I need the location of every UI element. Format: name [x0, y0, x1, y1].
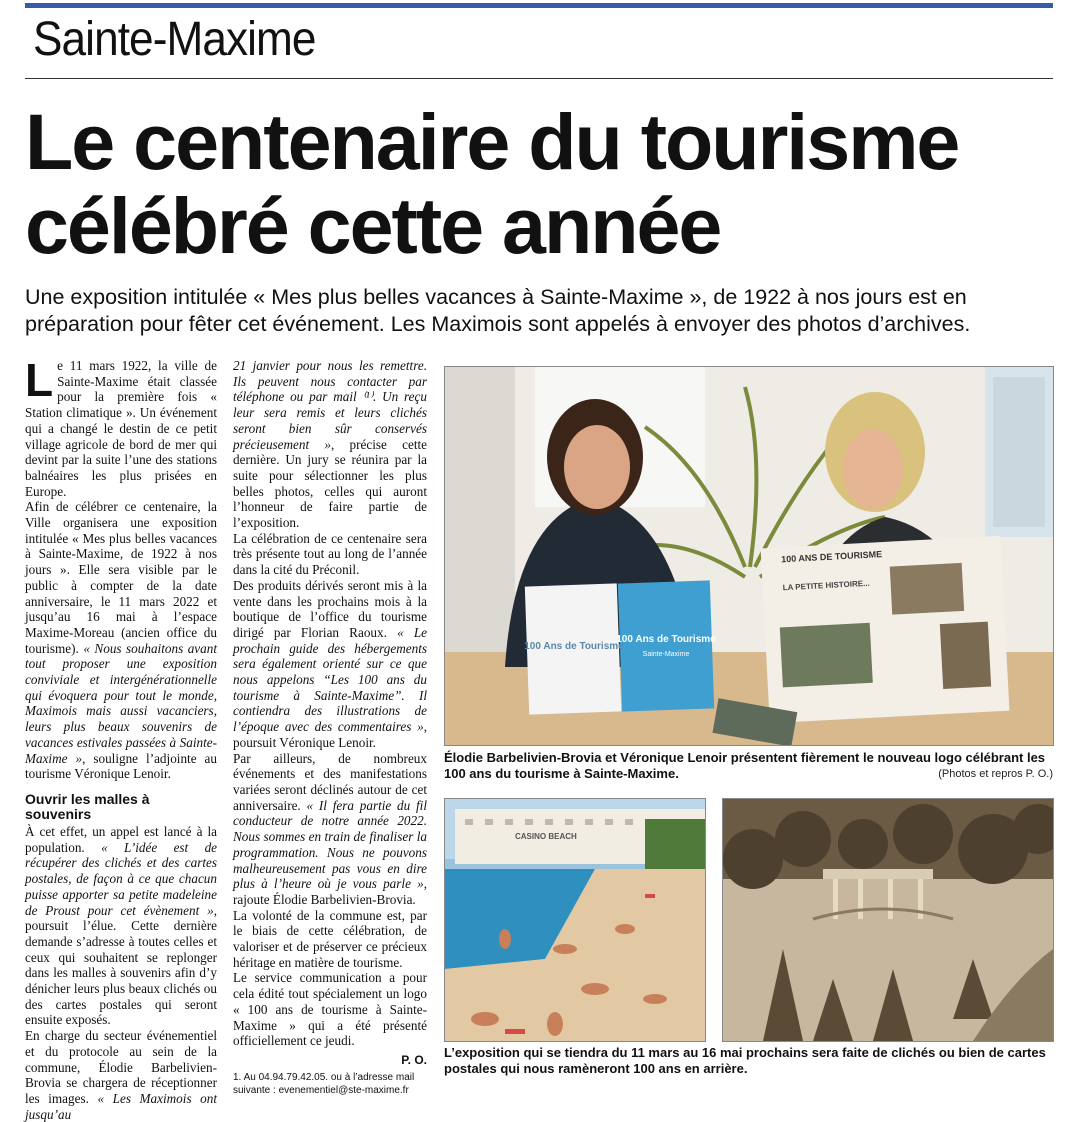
- headline-line-1: Le centenaire du tourisme: [25, 97, 959, 186]
- standfirst: Une exposition intitulée « Mes plus belles vacances à Sainte-Maxime », de 1922 à nos jours est en préparation pour fêter cet événement. Les Maximois sont appelés à envoyer des photos d’archives.: [25, 285, 971, 336]
- beach-archive-photo: [444, 798, 706, 1042]
- quote-text: « Le prochain guide des hébergements sera également orienté sur ce que nous appelons “Les 100 ans du tourisme à Sainte-Maxime”. Il contiendra des illustrations de l’époque avec des commentaires »: [233, 624, 428, 735]
- quote-text: « Les Maximois ont jusqu’au: [25, 1090, 218, 1122]
- article-paragraph: La volonté de la commune est, par le biais de cette célébration, de valoriser et de préserver ce précieux héritage en matière de tourisme.: [233, 907, 427, 970]
- section-title: Sainte-Maxime: [33, 13, 316, 66]
- article-paragraph: [233, 358, 427, 531]
- section-rule: [25, 78, 1053, 79]
- top-accent-bar: [25, 3, 1053, 8]
- paragraph-text: Des produits dérivés seront mis à la vente dans les prochains mois à la boutique de l’office du tourisme dirigé par Florian Raoux.: [233, 577, 427, 640]
- logo-subtitle: Sainte-Maxime: [642, 651, 690, 658]
- article-subhead: Ouvrir les malles à souvenirs: [25, 790, 150, 822]
- article-paragraph: [233, 578, 427, 751]
- postcard-illustration: [723, 799, 1053, 1041]
- paragraph-text: , précise cette dernière. Un jury se réunira par la suite pour sélectionner les plus belles photos, celles qui auront l’honneur de faire partie de l’exposition.: [233, 436, 427, 531]
- article-paragraph: [25, 354, 217, 499]
- main-photo-illustration: [445, 367, 1053, 745]
- article-paragraph: La célébration de ce centenaire sera très présente tout au long de l’année dans la cité du Préconil.: [233, 530, 427, 578]
- photo-credit: (Photos et repros P. O.): [938, 768, 1053, 780]
- paragraph-text: , poursuit l’élue. Cette dernière demande s’adresse à toutes celles et ceux qui souhaitent se replonger dans les malles à souvenirs afin d’y dénicher leurs plus beaux clichés ou des cartes postales qui seront ensuite exposés.: [25, 902, 217, 1028]
- article-paragraph: [25, 1028, 217, 1122]
- article-paragraph: [25, 499, 217, 782]
- archive-photos-caption: L’exposition qui se tiendra du 11 mars au 16 mai prochains sera faite de clichés ou bien de cartes postales qui nous ramèneront 100 ans en arrière.: [444, 1045, 1046, 1076]
- paragraph-text: , rajoute Élodie Barbelivien-Brovia.: [233, 876, 427, 907]
- quote-text: « L’idée est de récupérer des clichés et des cartes postales, de façon à ce que chacun puisse apporter sa petite madeleine de Proust pour cet évènement »: [25, 839, 218, 918]
- logo-text-left: 100 Ans de Tourisme: [524, 641, 624, 652]
- paragraph-text: Afin de célébrer ce centenaire, la Ville organisera une exposition intitulée « Mes plus belles vacances à Sainte-Maxime, de 1922 à nos jours ». Elle sera visible par le public à compter de la date anniversaire, le 11 mars 2022 et jusqu’au 16 mai à l’espace Maxime-Moreau (ancien office du tourisme).: [25, 499, 217, 656]
- paragraph-text: En charge du secteur événementiel et du protocole au sein de la commune, Élodie Barbelivien-Brovia se chargera de réceptionner les images.: [25, 1028, 217, 1106]
- casino-sign: CASINO BEACH: [515, 832, 577, 841]
- beach-photo-illustration: [445, 799, 705, 1041]
- paragraph-text: , poursuit Véronique Lenoir.: [233, 719, 427, 750]
- logo-text-right: 100 Ans de Tourisme: [616, 634, 716, 645]
- article-paragraph: Le service communication a pour cela édité tout spécialement un logo « 100 ans de tourisme à Sainte-Maxime » qui a été présenté officiellement ce jeudi.: [233, 970, 427, 1049]
- paragraph-text: e 11 mars 1922, la ville de Sainte-Maxime était classée pour la première fois « Station climatique ». Un événement qui a changé le destin de ce petit village agricole de bord de mer qui devint par la suite l’une des stations balnéaires les plus prisées en Europe.: [25, 358, 217, 499]
- quote-text: « Nous souhaitons avant tout proposer une exposition conviviale et intergénérationnelle qui évoquera pour tout le monde, Maximois mais aussi vacanciers, leurs plus beaux souvenirs de vacances estivales passées à Sainte-Maxime »: [25, 640, 217, 766]
- article-paragraph: [233, 751, 427, 908]
- paragraph-text: À cet effet, un appel est lancé à la population.: [25, 823, 217, 855]
- newspaper-subheader: LA PETITE HISTOIRE...: [782, 578, 870, 593]
- paragraph-text: Par ailleurs, de nombreux événements et des manifestations variées seront déclinés autour de cet anniversaire.: [233, 750, 427, 813]
- main-photo-caption: Élodie Barbelivien-Brovia et Véronique Lenoir présentent fièrement le nouveau logo célébrant les 100 ans du tourisme à Sainte-Maxime.: [444, 750, 1046, 781]
- quote-text: « Il fera partie du fil conducteur de notre année 2022. Nous sommes en train de finaliser la programmation. Nous ne pouvons malheureusement pas vous en dire plus à l’heure où je vous parle »: [233, 797, 427, 892]
- main-photo: [444, 366, 1054, 746]
- author-signature: P. O.: [401, 1052, 427, 1067]
- article-paragraph: [25, 824, 217, 1028]
- newspaper-header: 100 ANS DE TOURISME: [780, 549, 883, 565]
- quote-text: 21 janvier pour nous les remettre. Ils peuvent nous contacter par téléphone ou par mail ⁽¹⁾. Un reçu leur sera remis et leurs clichés seront bien sûr conservés précieusement »: [233, 358, 427, 452]
- article-column-1: [25, 354, 218, 1122]
- headline-line-2: célébré cette année: [25, 181, 721, 270]
- headline: [25, 97, 1065, 270]
- postcard-archive-photo: [722, 798, 1054, 1042]
- footnote: 1. Au 04.94.79.42.05. ou à l’adresse mail suivante : evenementiel@ste-maxime.fr: [233, 1071, 415, 1096]
- paragraph-text: , souligne l’adjointe au tourisme Véronique Lenoir.: [25, 750, 217, 782]
- article-column-2: [233, 358, 427, 1097]
- drop-cap: L: [25, 354, 54, 406]
